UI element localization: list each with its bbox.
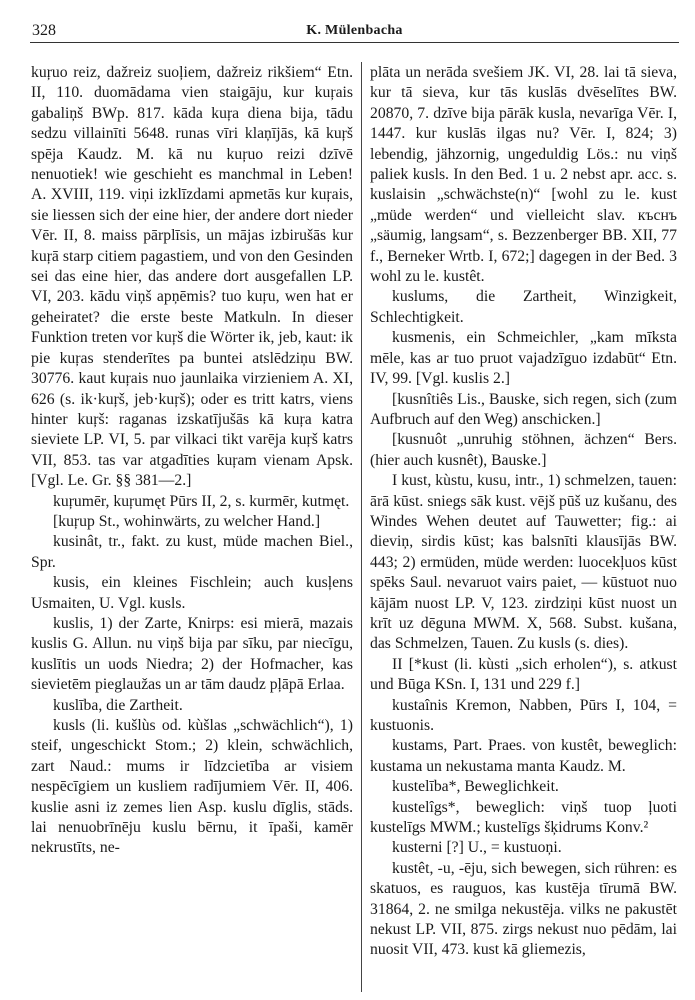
dictionary-entry: I kust, kùstu, kusu, intr., 1) schmelzen, tauen: ārā kūst. sniegs sāk kust. vējš pūš uz kušanu, des Windes Wehen deutet auf Tauwetter; fig.: ai dieviņ, sirdis kūst; kas balsnīti klausījās BW. 443; 2) ermüden, müde werden: luocekļuos kūst spēks Saul. nevaruot vairs paiet, — kūstuot nuo kājām nuost LP. V, 123. zirdziņi kūst nuost un krīt uz dēguna MWM. X, 568. Subst. kušana, das Schmelzen, Tauen. Zu kusls (s. dies). bbox=[370, 472, 677, 653]
dictionary-entry: kusinât, tr., fakt. zu kust, müde machen Biel., Spr. bbox=[31, 533, 353, 571]
column-divider bbox=[361, 62, 362, 992]
dictionary-entry: kusmenis, ein Schmeichler, „kam mīksta mēle, kas ar tuo pruot vajadzīguo izdabūt“ Etn. IV, 99. [Vgl. kuslis 2.] bbox=[370, 329, 677, 388]
dictionary-entry: [kusnuôt „unruhig stöhnen, ächzen“ Bers. (hier auch kusnêt), Bauske.] bbox=[370, 431, 677, 469]
dictionary-entry: kustelība*, Beweglichkeit. bbox=[392, 778, 559, 796]
dictionary-entry: II [*kust (li. kùsti „sich erholen“), s. atkust und Būga KSn. I, 131 und 229 f.] bbox=[370, 655, 677, 694]
dictionary-entry: kuslība, die Zartheit. bbox=[53, 696, 183, 714]
dictionary-entry: kusterni [?] U., = kustuoņi. bbox=[392, 839, 562, 857]
dictionary-entry: kustams, Part. Praes. von kustêt, beweglich: kustama un nekustama manta Kaudz. M. bbox=[370, 737, 677, 775]
dictionary-entry: kuslis, 1) der Zarte, Knirps: esi mierā, mazais kuslis G. Allun. nu viņš bija par sīku, par niecīgu, kuslītis un uods Niedra; 2) der Hofmacher, kas sievietēm pieglaužas un ar tām daudz pļāpā Erlaa. bbox=[31, 614, 353, 694]
dictionary-entry: kuslums, die Zartheit, Winzigkeit, Schlechtigkeit. bbox=[370, 288, 677, 326]
left-column bbox=[31, 63, 353, 998]
dictionary-entry: kustaînis Kremon, Nabben, Pūrs I, 104, = kustuonis. bbox=[370, 696, 677, 734]
dictionary-entry: [kuŗup St., wohinwärts, zu welcher Hand.] bbox=[53, 512, 321, 530]
dictionary-entry: plāta un nerāda svešiem JK. VI, 28. lai tā sieva, kur tā sieva, kur tās kuslās dvēselītes BW. 20870, 7. dzīve bija pārāk kusla, nevarīga Vēr. I, 1447. kur kuslās ilgas nu? Vēr. I, 824; 3) lebendig, jähzornig, ungeduldig Lös.: nu viņš paliek kusls. In den Bed. 1 u. 2 nebst apr. acc. s. kuslaisin „schwächste(n)“ [wohl zu le. kust „müde werden“ und vielleicht slav. къснъ „säumig, langsam“, s. Bezzenberger BB. XII, 77 f., Berneker Wrtb. I, 672;] dagegen in der Bed. 3 wohl zu le. kustêt. bbox=[370, 64, 677, 286]
right-column bbox=[370, 63, 677, 998]
dictionary-entry: kuŗuo reiz, dažreiz suoļiem, dažreiz rikšiem“ Etn. II, 110. duomādama vien staigāju, kur kuŗais gabaliņš BWp. 817. kāda kuŗa diena bija, tādu sedzu villainīti 5648. runas vīri klaņījās, kā kuŗš spēja Kaudz. M. kā nu kuŗuo reizi dzīvē nenuotiek! wie geschieht es manchmal in Leben! A. XVIII, 119. viņi izklīzdami apmetās kur kuŗais, sie liessen sich der eine hier, der andere dort nieder Vēr. II, 8. maiss pārplīsis, un mājas izbirušās kur kuŗā starp citiem pagastiem, und von den Gesinden sei das eine hier, das andere dort ausgefallen LP. VI, 203. kādu viņš apņēmis? tuo kuŗu, wen hat er geheiratet? die erste beste Matkuln. In dieser Funktion treten vor kuŗš die Wörter ik, jeb, kaut: ik pie kuŗas stenderītes pa buntei atslēdziņu BW. 30776. kaut kuŗais nuo jaunlaika virzieniem A. XI, 626 (s. ik·kuŗš, jeb·kuŗš); oder es tritt katrs, viens hinter kuŗš: raganas izskatījušās kā kuŗa katra sieviete LP. VI, 5. par vilkaci tikt varēja kuŗš katrs VII, 853. tas var atgadīties kuŗam vienam Apsk. [Vgl. Le. Gr. §§ 381—2.] bbox=[31, 64, 353, 490]
dictionary-entry: kustelîgs*, beweglich: viņš tuop ļuoti kustelīgs MWM.; kustelīgs šķidrums Konv.² bbox=[370, 798, 677, 837]
dictionary-entry: kusls (li. kušlùs od. kùšlas „schwächlich“), 1) steif, ungeschickt Stom.; 2) klein, schwächlich, zart Naud.: mums ir līdzcietība ar visiem nespēcīgiem un kusliem radījumiem Vēr. II, 406. kuslie asni iz zemes lien Asp. kuslu dīglis, stāds. lai nenuobrīnēju kuslu bērnu, it īpaši, kamēr nekrustīts, ne- bbox=[31, 717, 353, 857]
dictionary-entry: kusis, ein kleines Fischlein; auch kusļens Usmaiten, U. Vgl. kusls. bbox=[31, 574, 353, 612]
dictionary-entry: kustêt, -u, -ēju, sich bewegen, sich rühren: es skatuos, es rauguos, kas kustēja tīrumā BW. 31864, 2. ne smilga nekustēja. vilks ne pakustēt nekust LP. VII, 875. zirgs nekust nuo pēdām, lai nuosit VII, 473. kust kā gliemezis, bbox=[370, 859, 677, 959]
dictionary-entry: [kusnîtiês Lis., Bauske, sich regen, sich (zum Aufbruch auf den Weg) anschicken.] bbox=[370, 390, 677, 428]
dictionary-entry: kuŗumēr, kuŗumęt Pūrs II, 2, s. kurmēr, kutmęt. bbox=[53, 492, 350, 510]
running-head: K. Mülenbacha bbox=[306, 23, 403, 38]
page-header bbox=[30, 20, 679, 43]
page-number: 328 bbox=[32, 22, 56, 39]
